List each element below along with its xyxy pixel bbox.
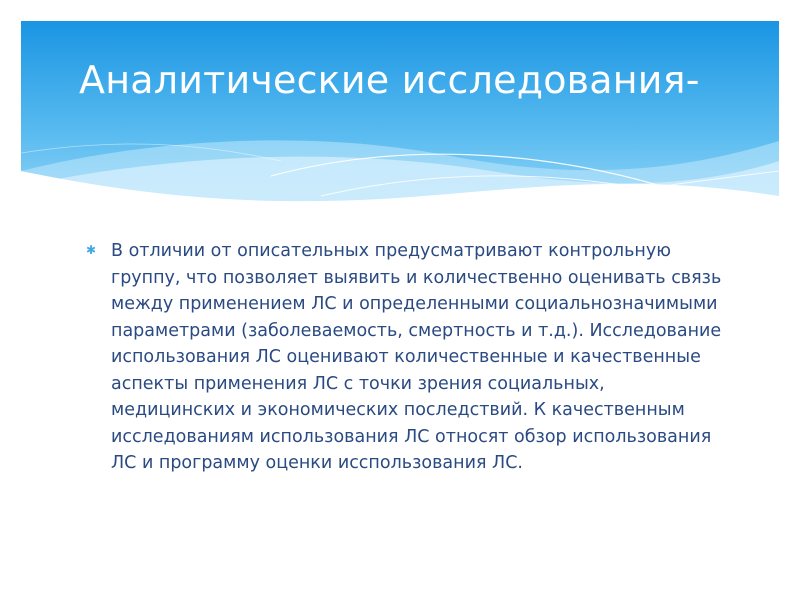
bullet-text: В отличии от описательных предусматривают контрольную группу, что позволяет выявить и количественно оценивать связь между применением ЛС и определенными социальнозначимыми параметрами (заболеваемость, смертность и т.д.). Исследование использования ЛС оценивают количественные и качественные аспекты применения ЛС с точки зрения социальных, медицинских и экономических последствий. К качественным исследованиям использования ЛС относят обзор использования ЛС и программу оценки исспользования ЛС. bbox=[111, 241, 722, 473]
bullet-list bbox=[86, 238, 726, 477]
header-wave-band bbox=[21, 21, 779, 231]
asterisk-bullet-icon: ✱ bbox=[86, 243, 97, 257]
slide-title: Аналитические исследования- bbox=[79, 58, 700, 102]
bullet-item bbox=[86, 238, 726, 477]
wave-background bbox=[21, 21, 779, 231]
